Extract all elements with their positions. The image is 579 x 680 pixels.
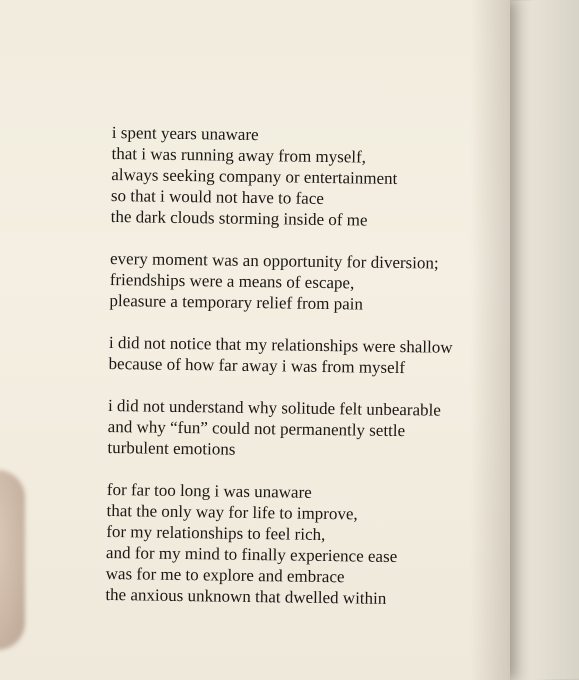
poem-line: that i was running away from myself,	[111, 143, 367, 167]
poem-line: the dark clouds storming inside of me	[110, 206, 368, 230]
poem-line: and for my mind to finally experience ease	[105, 542, 398, 567]
stanza-1	[111, 122, 492, 232]
poem-line: for far too long i was unaware	[106, 479, 312, 502]
poem-line: i did not notice that my relationships were shallow	[108, 332, 453, 357]
poem-line: for my relationships to feel rich,	[106, 521, 326, 545]
poem-line: i spent years unaware	[111, 122, 259, 145]
stanza-5	[105, 479, 487, 610]
stanza-4	[107, 395, 488, 463]
thumb-blur	[0, 470, 25, 650]
poem-line: was for me to explore and embrace	[105, 563, 345, 587]
poem-line: always seeking company or entertainment	[111, 164, 398, 188]
poem-line: i did not understand why solitude felt unbearable	[107, 395, 441, 420]
poem-line: friendships were a means of escape,	[109, 269, 355, 293]
poem-line: every moment was an opportunity for diversion;	[109, 248, 439, 273]
poem-line: so that i would not have to face	[110, 185, 325, 208]
poem-line: pleasure a temporary relief from pain	[109, 290, 364, 314]
poem-line: turbulent emotions	[107, 437, 236, 459]
stanza-3	[108, 332, 489, 379]
stanza-2	[109, 248, 490, 316]
poem-line: and why “fun” could not permanently settle	[107, 416, 406, 441]
poem-line: because of how far away i was from myself	[108, 353, 406, 378]
poem-line: that the only way for life to improve,	[106, 500, 358, 524]
poem-text	[105, 122, 492, 631]
poem-line: the anxious unknown that dwelled within	[105, 584, 387, 608]
